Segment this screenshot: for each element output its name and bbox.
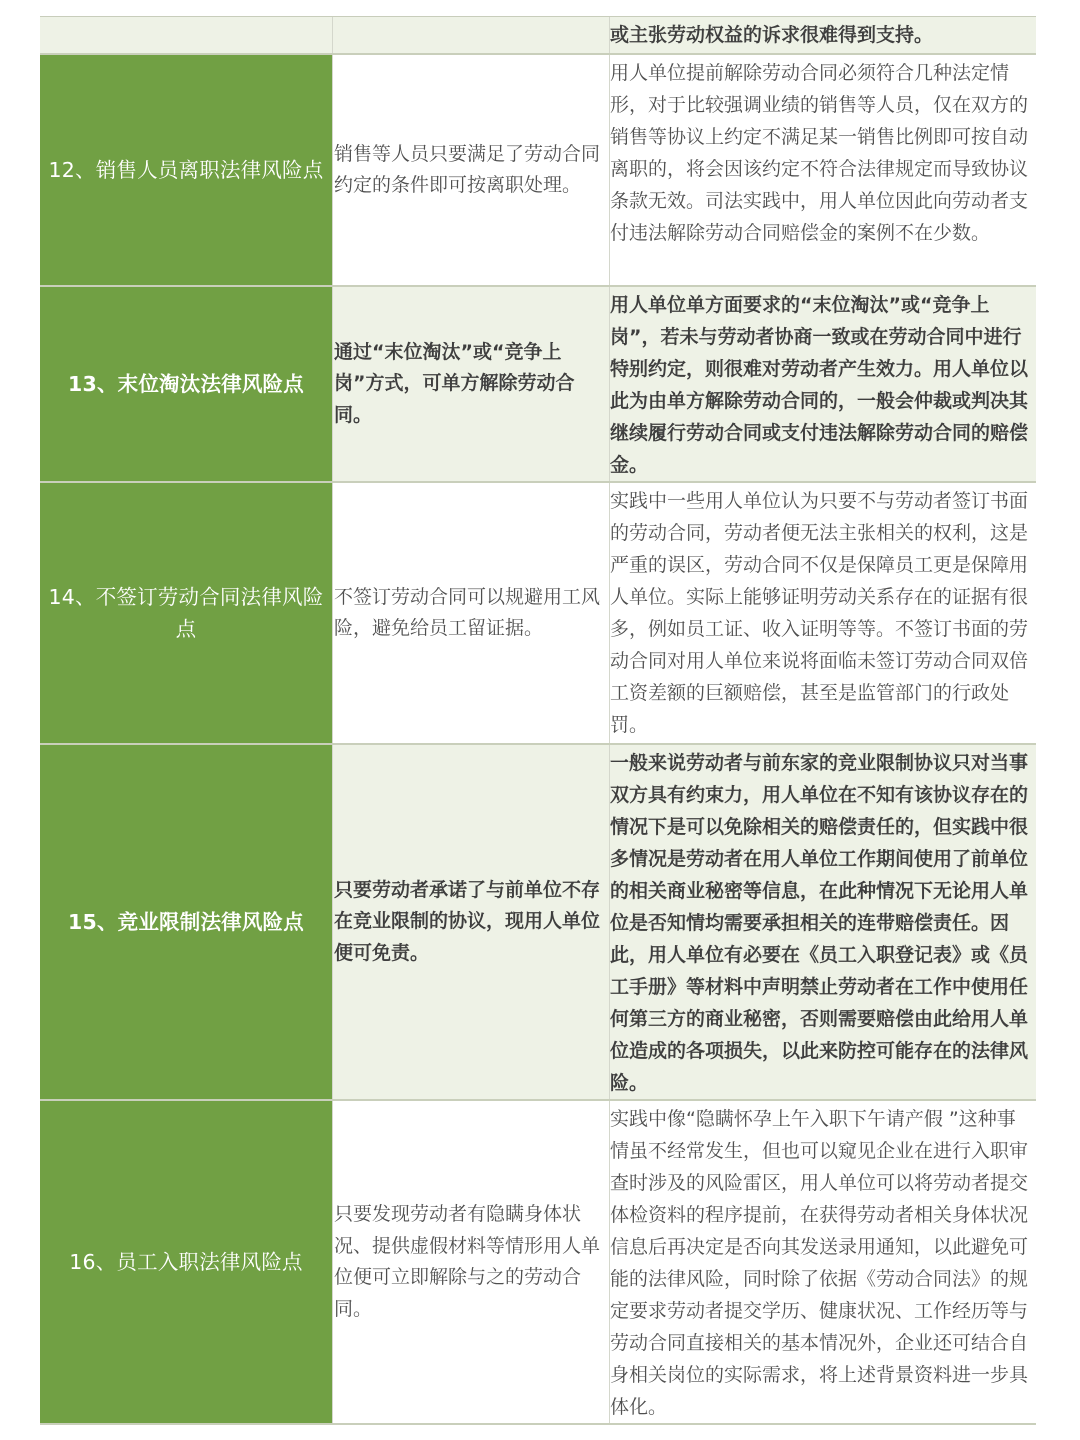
table-row <box>40 1101 1036 1425</box>
table-row <box>40 17 1036 55</box>
explanation-cell: 或主张劳动权益的诉求很难得到支持。 <box>609 17 1036 53</box>
risk-title-cell: 15、竞业限制法律风险点 <box>40 745 332 1099</box>
explanation-cell: 一般来说劳动者与前东家的竞业限制协议只对当事双方具有约束力，用人单位在不知有该协议存在的情况下是可以免除相关的赔偿责任的，但实践中很多情况是劳动者在用人单位工作期间使用了前单位的相关商业秘密等信息，在此种情况下无论用人单位是否知情均需要承担相关的连带赔偿责任。因此，用人单位有必要在《员工入职登记表》或《员工手册》等材料中声明禁止劳动者在工作中使用任何第三方的商业秘密，否则需要赔偿由此给用人单位造成的各项损失，以此来防控可能存在的法律风险。 <box>609 745 1036 1099</box>
table-row <box>40 745 1036 1101</box>
explanation-cell: 用人单位单方面要求的“末位淘汰”或“竞争上岗”，若未与劳动者协商一致或在劳动合同中进行特别约定，则很难对劳动者产生效力。用人单位以此为由单方解除劳动合同的，一般会仲裁或判决其继续履行劳动合同或支付违法解除劳动合同的赔偿金。 <box>609 287 1036 481</box>
risk-title-cell: 14、不签订劳动合同法律风险点 <box>40 483 332 743</box>
table-row <box>40 55 1036 287</box>
misconception-cell <box>332 17 609 53</box>
risk-title-cell: 13、末位淘汰法律风险点 <box>40 287 332 481</box>
risk-title-cell: 12、销售人员离职法律风险点 <box>40 55 332 285</box>
misconception-cell: 只要劳动者承诺了与前单位不存在竞业限制的协议，现用人单位便可免责。 <box>332 745 609 1099</box>
risk-title-cell <box>40 17 332 53</box>
table-row <box>40 287 1036 483</box>
legal-risk-table <box>40 16 1036 1425</box>
misconception-cell: 销售等人员只要满足了劳动合同约定的条件即可按离职处理。 <box>332 55 609 285</box>
misconception-cell: 只要发现劳动者有隐瞒身体状况、提供虚假材料等情形用人单位便可立即解除与之的劳动合同。 <box>332 1101 609 1423</box>
misconception-cell: 通过“末位淘汰”或“竞争上岗”方式，可单方解除劳动合同。 <box>332 287 609 481</box>
risk-title-cell: 16、员工入职法律风险点 <box>40 1101 332 1423</box>
table-row <box>40 483 1036 745</box>
misconception-cell: 不签订劳动合同可以规避用工风险，避免给员工留证据。 <box>332 483 609 743</box>
explanation-cell: 实践中一些用人单位认为只要不与劳动者签订书面的劳动合同，劳动者便无法主张相关的权利，这是严重的误区，劳动合同不仅是保障员工更是保障用人单位。实际上能够证明劳动关系存在的证据有很多，例如员工证、收入证明等等。不签订书面的劳动合同对用人单位来说将面临未签订劳动合同双倍工资差额的巨额赔偿，甚至是监管部门的行政处罚。 <box>609 483 1036 743</box>
explanation-cell: 实践中像“隐瞒怀孕上午入职下午请产假 ”这种事情虽不经常发生，但也可以窥见企业在进行入职审查时涉及的风险雷区，用人单位可以将劳动者提交体检资料的程序提前，在获得劳动者相关身体状况信息后再决定是否向其发送录用通知，以此避免可能的法律风险，同时除了依据《劳动合同法》的规定要求劳动者提交学历、健康状况、工作经历等与劳动合同直接相关的基本情况外，企业还可结合自身相关岗位的实际需求，将上述背景资料进一步具体化。 <box>609 1101 1036 1423</box>
explanation-cell: 用人单位提前解除劳动合同必须符合几种法定情形，对于比较强调业绩的销售等人员，仅在双方的销售等协议上约定不满足某一销售比例即可按自动离职的，将会因该约定不符合法律规定而导致协议条款无效。司法实践中，用人单位因此向劳动者支付违法解除劳动合同赔偿金的案例不在少数。 <box>609 55 1036 285</box>
